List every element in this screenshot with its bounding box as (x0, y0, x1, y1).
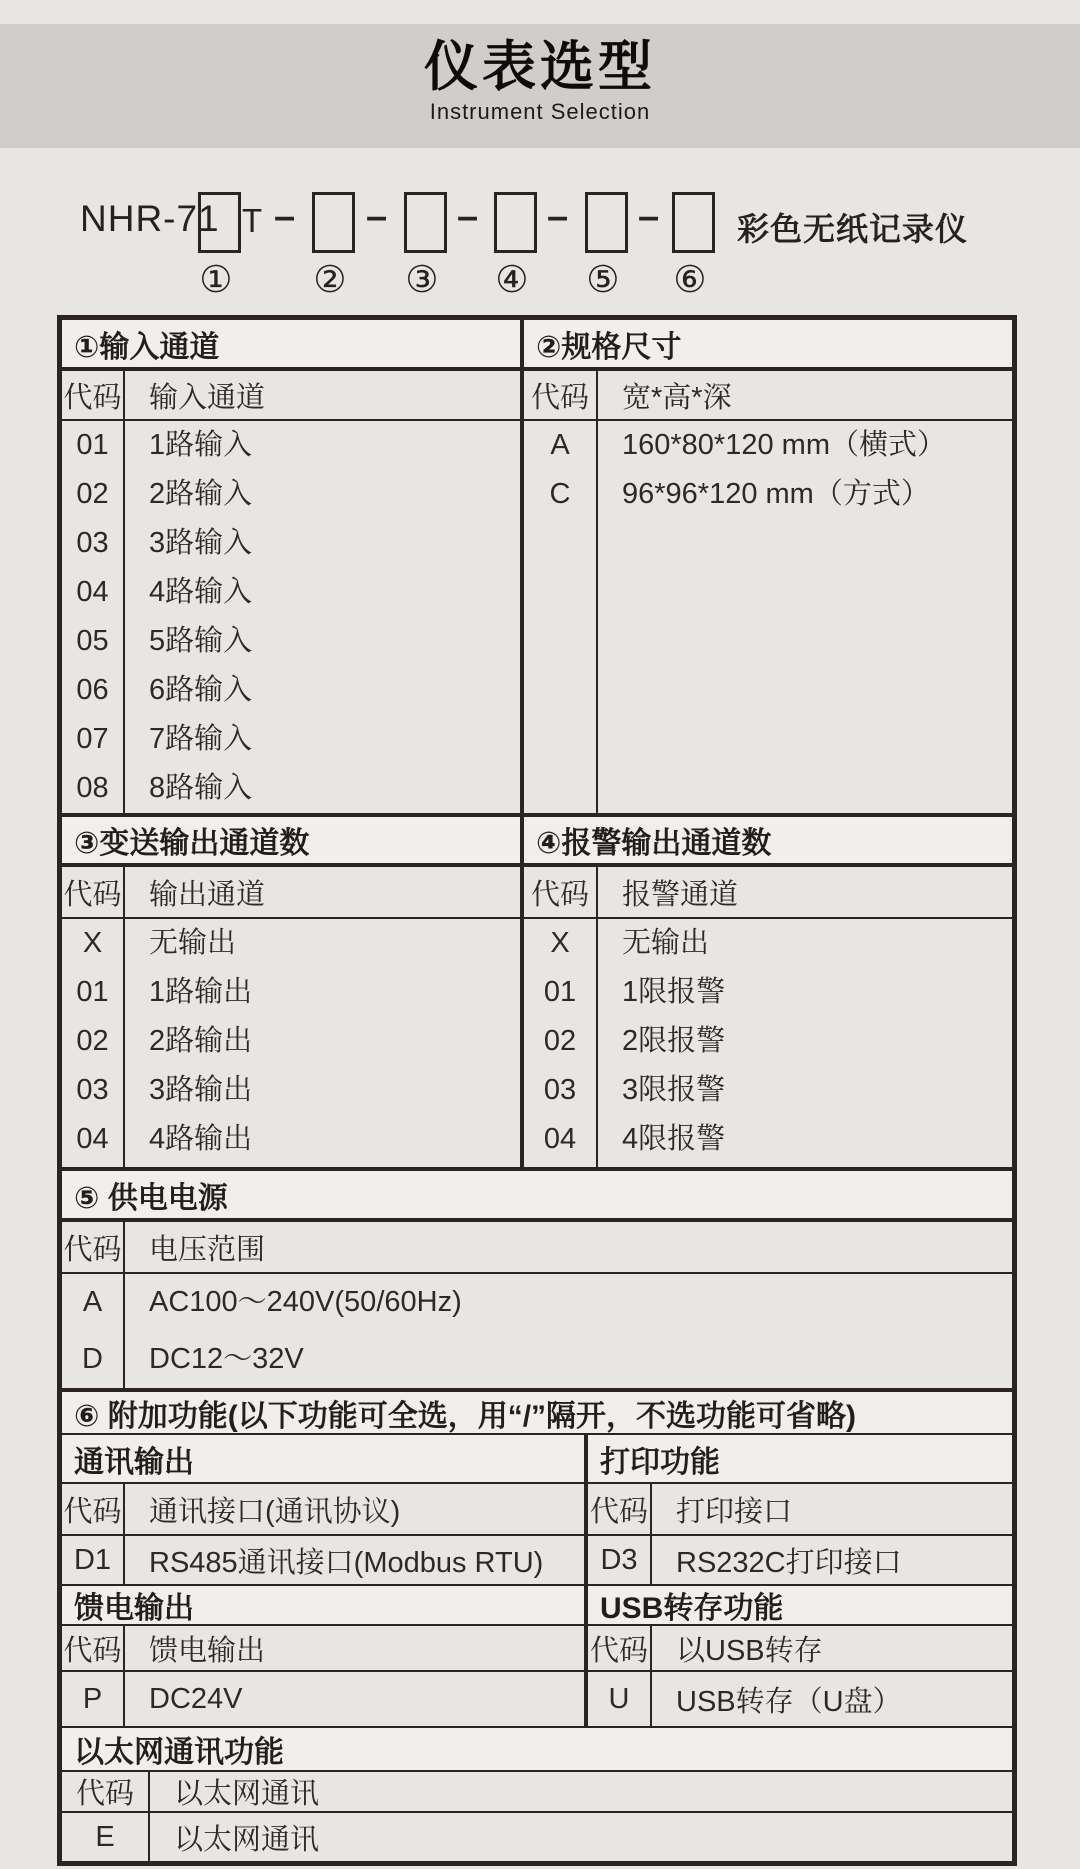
desc-cell: 4限报警 (622, 1123, 726, 1155)
header-row-sections-3-4 (62, 867, 1012, 919)
marker-5-icon: ⑤ (586, 259, 620, 300)
model-box-5 (585, 192, 628, 253)
desc-header: 报警通道 (622, 878, 739, 911)
section-1-header (62, 371, 524, 419)
desc-header: 以太网通讯 (174, 1778, 320, 1810)
code-cell: P (62, 1672, 125, 1726)
page-title: 仪表选型 (424, 37, 656, 97)
feed-output-row (62, 1672, 588, 1726)
code-cell: X (550, 927, 570, 959)
model-box-6 (672, 192, 715, 253)
desc-cell: USB转存（U盘） (676, 1685, 902, 1718)
model-prefix: NHR-71 (80, 198, 220, 239)
section-alarm-outputs-title: ④报警输出通道数 (524, 817, 1012, 863)
code-cell: 07 (76, 723, 109, 755)
value-row-ethernet (62, 1813, 1012, 1861)
code-cell: 04 (543, 1123, 577, 1155)
desc-cell: 8路输入 (149, 772, 253, 804)
model-dash-2: – (366, 196, 388, 238)
code-header: 代码 (62, 867, 125, 917)
header-row-sections-1-2 (62, 371, 1012, 421)
model-dash-3: – (457, 196, 479, 238)
print-function-row (588, 1536, 1012, 1584)
desc-cell: 7路输入 (149, 723, 253, 755)
header-row-section-5 (62, 1222, 1012, 1274)
code-header: 代码 (524, 867, 598, 917)
code-cell: 03 (76, 1074, 109, 1106)
model-box-3 (404, 192, 447, 253)
code-cell: E (62, 1813, 150, 1861)
group-feed-output-title: 馈电输出 (62, 1586, 588, 1624)
print-function-header (588, 1484, 1012, 1534)
code-header: 代码 (62, 371, 125, 419)
code-cell: D1 (62, 1536, 125, 1584)
code-cell: X (82, 927, 103, 959)
desc-cell: DC24V (149, 1682, 243, 1715)
band-feed-usb (62, 1586, 1012, 1626)
desc-cell: 1路输出 (149, 976, 253, 1008)
header-row-ethernet (62, 1772, 1012, 1813)
desc-cell: 1路输入 (149, 429, 253, 461)
desc-cell: RS232C打印接口 (676, 1546, 902, 1579)
code-column (524, 421, 598, 813)
desc-cell: 160*80*120 mm（横式） (622, 429, 946, 461)
title-band (0, 24, 1080, 148)
code-header: 代码 (62, 1222, 125, 1272)
desc-cell: 4路输入 (149, 576, 253, 608)
desc-cell: AC100～240V(50/60Hz) (149, 1286, 462, 1318)
group-print-function-title: 打印功能 (588, 1435, 1012, 1482)
model-t-suffix: T (242, 202, 263, 239)
section-power-supply-title: ⑤ 供电电源 (62, 1171, 1012, 1222)
code-header: 代码 (588, 1626, 652, 1670)
model-box-2 (312, 192, 355, 253)
body-sections-1-2 (62, 421, 1012, 817)
section-4-body (524, 919, 1012, 1167)
desc-column (598, 919, 1012, 1167)
group-usb-transfer-title: USB转存功能 (588, 1586, 1012, 1624)
value-row-feed-usb (62, 1672, 1012, 1728)
group-ethernet-title: 以太网通讯功能 (62, 1728, 1012, 1772)
desc-column (125, 1274, 1012, 1388)
desc-cell: 3路输入 (149, 527, 253, 559)
section-3-body (62, 919, 524, 1167)
desc-cell: 3限报警 (622, 1074, 726, 1106)
body-section-5 (62, 1274, 1012, 1392)
code-header: 代码 (62, 1484, 125, 1534)
desc-cell: 以太网通讯 (174, 1823, 320, 1856)
code-column (524, 919, 598, 1167)
feed-output-header (62, 1626, 588, 1670)
section-1-body (62, 421, 524, 813)
desc-cell: RS485通讯接口(Modbus RTU) (149, 1546, 544, 1579)
model-dash-5: – (638, 196, 660, 238)
code-cell: D3 (588, 1536, 652, 1584)
product-name: 彩色无纸记录仪 (737, 211, 969, 247)
code-cell: 04 (76, 576, 109, 608)
desc-cell: 2路输出 (149, 1025, 253, 1057)
desc-cell: 3路输出 (149, 1074, 253, 1106)
model-box-1 (198, 192, 241, 253)
desc-cell: 2路输入 (149, 478, 253, 510)
desc-column (125, 919, 520, 1167)
code-cell: 03 (543, 1074, 577, 1106)
section-2-header (524, 371, 1012, 419)
model-dash-4: – (547, 196, 569, 238)
selection-table (57, 315, 1017, 1866)
section-dimensions-title: ②规格尺寸 (524, 320, 1012, 367)
desc-cell: 4路输出 (149, 1123, 253, 1155)
code-cell: 02 (76, 478, 109, 510)
code-cell: 08 (76, 772, 109, 804)
usb-transfer-row (588, 1672, 1012, 1726)
section-additional-title: ⑥ 附加功能(以下功能可全选，用“/”隔开，不选功能可省略) (62, 1392, 1012, 1435)
code-cell: 05 (76, 625, 109, 657)
group-comm-output-title: 通讯输出 (62, 1435, 588, 1482)
usb-transfer-header (588, 1626, 1012, 1670)
desc-header: 通讯接口(通讯协议) (149, 1495, 401, 1528)
code-cell: 06 (76, 674, 109, 706)
band-sections-3-4 (62, 817, 1012, 867)
desc-cell: 无输出 (149, 927, 237, 959)
desc-cell: 96*96*120 mm（方式） (622, 478, 930, 510)
section-transmit-outputs-title: ③变送输出通道数 (62, 817, 524, 863)
band-comm-print (62, 1435, 1012, 1484)
code-cell: A (550, 429, 570, 461)
code-column (62, 1274, 125, 1388)
desc-header: 打印接口 (676, 1495, 793, 1528)
desc-header: 宽*高*深 (622, 381, 732, 414)
desc-cell: 5路输入 (149, 625, 253, 657)
marker-1-icon: ① (199, 259, 233, 300)
header-row-feed-usb (62, 1626, 1012, 1672)
model-dash-1: – (274, 196, 296, 238)
comm-output-header (62, 1484, 588, 1534)
code-cell: 02 (76, 1025, 109, 1057)
code-cell: 04 (76, 1123, 109, 1155)
model-box-4 (494, 192, 537, 253)
page-subtitle: Instrument Selection (429, 99, 651, 125)
code-cell: 03 (76, 527, 109, 559)
body-sections-3-4 (62, 919, 1012, 1171)
header-row-comm-print (62, 1484, 1012, 1536)
desc-cell: 2限报警 (622, 1025, 726, 1057)
desc-header: 输入通道 (149, 381, 266, 414)
desc-header: 馈电输出 (149, 1634, 266, 1667)
value-row-comm-print (62, 1536, 1012, 1586)
code-header: 代码 (588, 1484, 652, 1534)
desc-cell: 无输出 (622, 927, 710, 959)
code-cell: 01 (76, 429, 109, 461)
desc-header: 电压范围 (149, 1233, 266, 1266)
desc-header: 以USB转存 (676, 1634, 823, 1667)
comm-output-row (62, 1536, 588, 1584)
desc-header: 输出通道 (149, 878, 266, 911)
code-cell: A (82, 1286, 103, 1318)
desc-cell: 6路输入 (149, 674, 253, 706)
marker-4-icon: ④ (495, 259, 529, 300)
section-input-channels-title: ①输入通道 (62, 320, 524, 367)
marker-2-icon: ② (313, 259, 347, 300)
marker-3-icon: ③ (405, 259, 439, 300)
desc-cell: 1限报警 (622, 976, 726, 1008)
section-4-header (524, 867, 1012, 917)
code-cell: 01 (76, 976, 109, 1008)
code-column (62, 919, 125, 1167)
code-header: 代码 (524, 371, 598, 419)
code-cell: 01 (543, 976, 577, 1008)
desc-cell: DC12～32V (149, 1343, 304, 1375)
code-cell: 02 (543, 1025, 577, 1057)
section-3-header (62, 867, 524, 917)
code-column (62, 421, 125, 813)
code-cell: C (549, 478, 571, 510)
code-cell: U (588, 1672, 652, 1726)
desc-column (598, 421, 1012, 813)
section-2-body (524, 421, 1012, 813)
code-cell: D (82, 1343, 103, 1375)
code-header: 代码 (62, 1626, 125, 1670)
band-sections-1-2 (62, 320, 1012, 371)
desc-column (125, 421, 520, 813)
code-header: 代码 (62, 1772, 150, 1811)
marker-6-icon: ⑥ (673, 259, 707, 300)
